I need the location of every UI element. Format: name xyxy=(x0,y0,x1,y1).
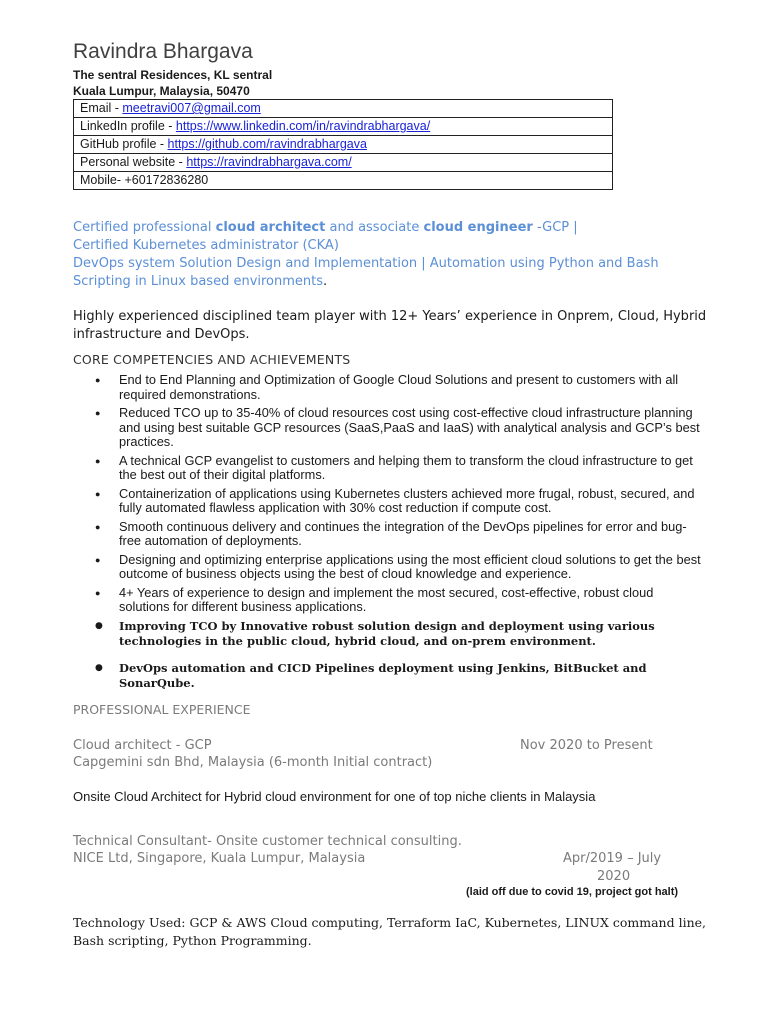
job2-company: NICE Ltd, Singapore, Kuala Lumpur, Malaysia xyxy=(73,851,366,866)
list-item: ● End to End Planning and Optimization of Google Cloud Solutions and present to customers with all required demonstrations. xyxy=(73,373,703,402)
address-line-2: Kuala Lumpur, Malaysia, 50470 xyxy=(73,84,250,98)
job2-note: (laid off due to covid 19, project got halt) xyxy=(466,886,679,898)
list-item: ● A technical GCP evangelist to customers and helping them to transform the cloud infrastructure to get the best out of their digital platforms. xyxy=(73,454,703,483)
headline-line-4: Scripting in Linux based environments. xyxy=(73,274,328,289)
mobile-number: Mobile- +60172836280 xyxy=(80,173,209,187)
job1-company: Capgemini sdn Bhd, Malaysia (6-month Initial contract) xyxy=(73,755,433,770)
address-line-1: The sentral Residences, KL sentral xyxy=(73,68,273,82)
contact-table xyxy=(73,99,613,190)
linkedin-label: LinkedIn profile - xyxy=(80,119,176,133)
job2-dates-line1: Apr/2019 – July xyxy=(563,851,662,866)
job1-title: Cloud architect - GCP xyxy=(73,738,212,753)
github-link[interactable]: https://github.com/ravindrabhargava xyxy=(167,137,367,151)
job2-title: Technical Consultant- Onsite customer technical consulting. xyxy=(73,834,462,849)
professional-experience-heading: PROFESSIONAL EXPERIENCE xyxy=(73,702,251,717)
contact-row-linkedin xyxy=(74,118,613,136)
contact-row-website xyxy=(74,154,613,172)
candidate-name: Ravindra Bhargava xyxy=(73,40,253,63)
list-item: ● 4+ Years of experience to design and implement the most secured, cost-effective, robust cloud solutions for different business applications. xyxy=(73,586,703,615)
linkedin-link[interactable]: https://www.linkedin.com/in/ravindrabhargava/ xyxy=(175,119,431,133)
job1-description: Onsite Cloud Architect for Hybrid cloud environment for one of top niche clients in Malaysia xyxy=(73,789,596,804)
list-item: ● Improving TCO by Innovative robust solution design and deployment using various technologies in the public cloud, hybrid cloud, and on-prem environment. xyxy=(73,619,703,649)
list-item: ● Containerization of applications using Kubernetes clusters achieved more frugal, robust, secured, and fully automated flawless application with 30% cost reduction if compute cost. xyxy=(73,487,703,516)
list-item: ● Reduced TCO up to 35-40% of cloud resources cost using cost-effective cloud infrastructure planning and using best suitable GCP resources (SaaS,PaaS and IaaS) with analytical analysis and GCP’s best practices. xyxy=(73,406,703,450)
job2-dates-line2: 2020 xyxy=(597,869,631,884)
headline-line-3: DevOps system Solution Design and Implementation | Automation using Python and Bash xyxy=(73,256,659,271)
list-item: ● Smooth continuous delivery and continues the integration of the DevOps pipelines for error and bug-free automation of deployments. xyxy=(73,520,703,549)
email-link[interactable]: meetravi007@gmail.com xyxy=(122,101,261,115)
headline-line-1: Certified professional cloud architect and associate cloud engineer -GCP | xyxy=(73,220,578,235)
github-label: GitHub profile - xyxy=(80,137,168,151)
job1-dates: Nov 2020 to Present xyxy=(520,738,653,753)
list-item: ● DevOps automation and CICD Pipelines deployment using Jenkins, BitBucket and SonarQube. xyxy=(73,661,703,691)
website-link[interactable]: https://ravindrabhargava.com/ xyxy=(186,155,352,169)
contact-row-email xyxy=(74,100,613,118)
contact-row-github xyxy=(74,136,613,154)
list-item: ● Designing and optimizing enterprise applications using the most efficient cloud solutions to get the best outcome of business objects using the best of cloud knowledge and experience. xyxy=(73,553,703,582)
professional-summary: Highly experienced disciplined team player with 12+ Years’ experience in Onprem, Cloud, Hybrid infrastructure and DevOps. xyxy=(73,309,707,342)
headline-line-2: Certified Kubernetes administrator (CKA) xyxy=(73,238,339,253)
core-competencies-list xyxy=(73,373,703,695)
website-label: Personal website - xyxy=(80,155,187,169)
technology-used: Technology Used: GCP & AWS Cloud computing, Terraform IaC, Kubernetes, LINUX command line, Bash scripting, Python Programming. xyxy=(73,915,706,948)
email-label: Email - xyxy=(80,101,123,115)
contact-row-mobile xyxy=(74,172,613,190)
core-competencies-heading: CORE COMPETENCIES AND ACHIEVEMENTS xyxy=(73,352,351,367)
